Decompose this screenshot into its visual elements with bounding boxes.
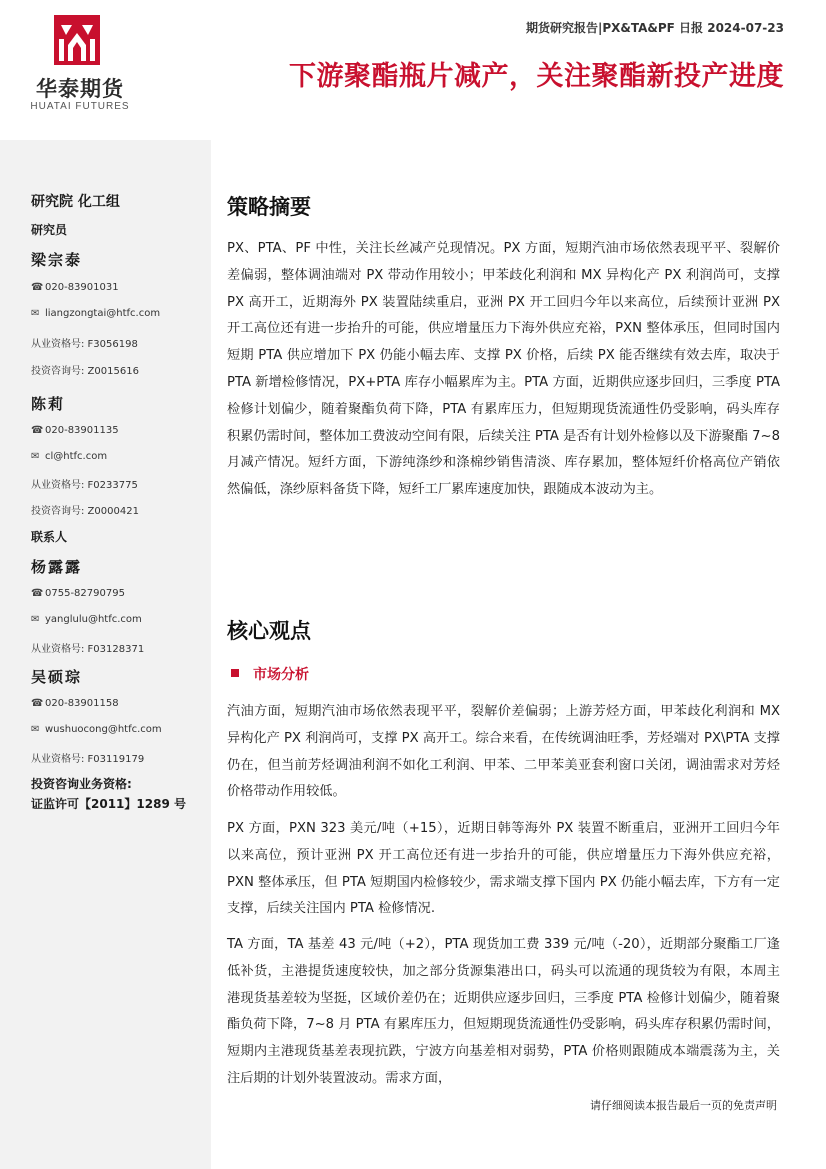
phone-line xyxy=(31,282,119,293)
email-line xyxy=(31,308,160,319)
researcher-name: 梁宗泰 xyxy=(31,251,83,269)
phone-number: 020-83901135 xyxy=(45,425,119,436)
license-number: 证监许可【2011】1289 号 xyxy=(31,797,186,811)
summary-heading: 策略摘要 xyxy=(227,195,311,219)
summary-paragraph: PX、PTA、PF 中性，关注长丝减产兑现情况。PX 方面，短期汽油市场依然表现平平、裂解价差偏弱，整体调油端对 PX 带动作用较小；甲苯歧化利润和 MX 异构化产 PX 利润尚可，支撑 PX 高开工，近期海外 PX 装置陆续重启，亚洲 PX 开工回归今年以来高位，后续预计亚洲 PX 开工高位还有进一步抬升的可能，供应增量压力下海外供应充裕，PXN 整体承压，但同时国内短期 PTA 供应增加下 PX 仍能小幅去库、支撑 PX 价格，后续 PX 能否继续有效去库，取决于 PTA 新增检修情况，PX+PTA 库存小幅累库为主。PTA 方面，近期供应逐步回归，三季度 PTA 检修计划偏少，随着聚酯负荷下降，PTA 有累库压力，但短期现货流通性仍受影响，码头库存积累仍需时间，整体加工费波动空间有限，后续关注 PTA 是否有计划外检修以及下游聚酯 7~8 月减产情况。短纤方面，下游纯涤纱和涤棉纱销售清淡、库存累加，整体短纤价格高位产销依然偏低，涤纱原料备货下降，短纤工厂累库速度加快，跟随成本波动为主。 xyxy=(227,241,780,498)
researcher-label: 研究员 xyxy=(31,223,68,237)
market-analysis-heading xyxy=(231,664,309,684)
email-address: wushuocong@htfc.com xyxy=(45,724,162,735)
qualification-number: 从业资格号: F0233775 xyxy=(31,480,138,491)
disclaimer-note: 请仔细阅读本报告最后一页的免责声明 xyxy=(590,1099,777,1112)
email-icon: ✉ xyxy=(31,614,40,625)
qualification-number: 从业资格号: F03119179 xyxy=(31,754,145,765)
contact-name: 杨露露 xyxy=(31,558,83,576)
license-label: 投资咨询业务资格: xyxy=(31,777,132,791)
phone-icon: ☎ xyxy=(31,588,44,599)
researcher-name: 陈莉 xyxy=(31,395,66,413)
analysis-paragraph: PX 方面，PXN 323 美元/吨（+15），近期日韩等海外 PX 装置不断重启，亚洲开工回归今年以来高位，预计亚洲 PX 开工高位还有进一步抬升的可能，供应增量压力下海外供应充裕，PXN 整体承压，但 PTA 短期国内检修较少，需求端支撑下国内 PX 仍能小幅去库，下方有一定支撑，后续关注国内 PTA 检修情况. xyxy=(227,821,780,917)
email-icon: ✉ xyxy=(31,451,40,462)
email-line xyxy=(31,724,162,735)
advisor-number: 投资咨询号: Z0015616 xyxy=(31,366,139,377)
email-icon: ✉ xyxy=(31,308,40,319)
logo-english-name: HUATAI FUTURES xyxy=(30,101,130,112)
analysis-paragraph: 汽油方面，短期汽油市场依然表现平平，裂解价差偏弱；上游芳烃方面，甲苯歧化利润和 MX 异构化产 PX 利润尚可，支撑 PX 高开工。综合来看，在传统调油旺季，芳烃端对 PX\PTA 支撑仍在，但当前芳烃调油利润不如化工利润、甲苯、二甲苯美亚套利窗口关闭，调油需求对芳烃价格带动作用较低。 xyxy=(227,704,780,800)
huatai-logo-icon xyxy=(54,15,100,65)
contact-name: 吴硕琮 xyxy=(31,668,83,686)
email-line xyxy=(31,451,107,462)
email-address: liangzongtai@htfc.com xyxy=(45,308,161,319)
email-line xyxy=(31,614,142,625)
phone-number: 0755-82790795 xyxy=(45,588,125,599)
phone-line xyxy=(31,425,119,436)
analysis-paragraph: TA 方面，TA 基差 43 元/吨（+2），PTA 现货加工费 339 元/吨（-20），近期部分聚酯工厂逢低补货，主港提货速度较快，加之部分货源集港出口，码头可以流通的现货较为有限，本周主港现货基差较为坚挺，区域价差仍在；近期供应逐步回归，三季度 PTA 检修计划偏少，随着聚酯负荷下降，7~8 月 PTA 有累库压力，但短期现货流通性仍受影响，码头库存积累仍需时间，短期内主港现货基差表现抗跌，宁波方向基差相对弱势，PTA 价格则跟随成本端震荡为主，关注后期的计划外装置波动。需求方面， xyxy=(227,937,780,1086)
phone-line xyxy=(31,698,119,709)
qualification-number: 从业资格号: F3056198 xyxy=(31,339,138,350)
email-icon: ✉ xyxy=(31,724,40,735)
market-analysis-label: 市场分析 xyxy=(253,667,309,683)
logo-chinese-name: 华泰期货 xyxy=(36,77,124,101)
phone-line xyxy=(31,588,125,599)
contact-label: 联系人 xyxy=(31,530,68,544)
email-address: yanglulu@htfc.com xyxy=(45,614,142,625)
report-meta: 期货研究报告|PX&TA&PF 日报 2024-07-23 xyxy=(525,21,784,35)
phone-icon: ☎ xyxy=(31,282,44,293)
phone-icon: ☎ xyxy=(31,425,44,436)
phone-number: 020-83901031 xyxy=(45,282,119,293)
advisor-number: 投资咨询号: Z0000421 xyxy=(31,506,139,517)
phone-icon: ☎ xyxy=(31,698,44,709)
qualification-number: 从业资格号: F03128371 xyxy=(31,644,145,655)
bullet-square-icon xyxy=(231,669,239,677)
phone-number: 020-83901158 xyxy=(45,698,119,709)
report-title: 下游聚酯瓶片减产，关注聚酯新投产进度 xyxy=(289,61,784,92)
email-address: cl@htfc.com xyxy=(45,451,108,462)
research-group: 研究院 化工组 xyxy=(31,194,120,210)
core-heading: 核心观点 xyxy=(227,619,311,643)
